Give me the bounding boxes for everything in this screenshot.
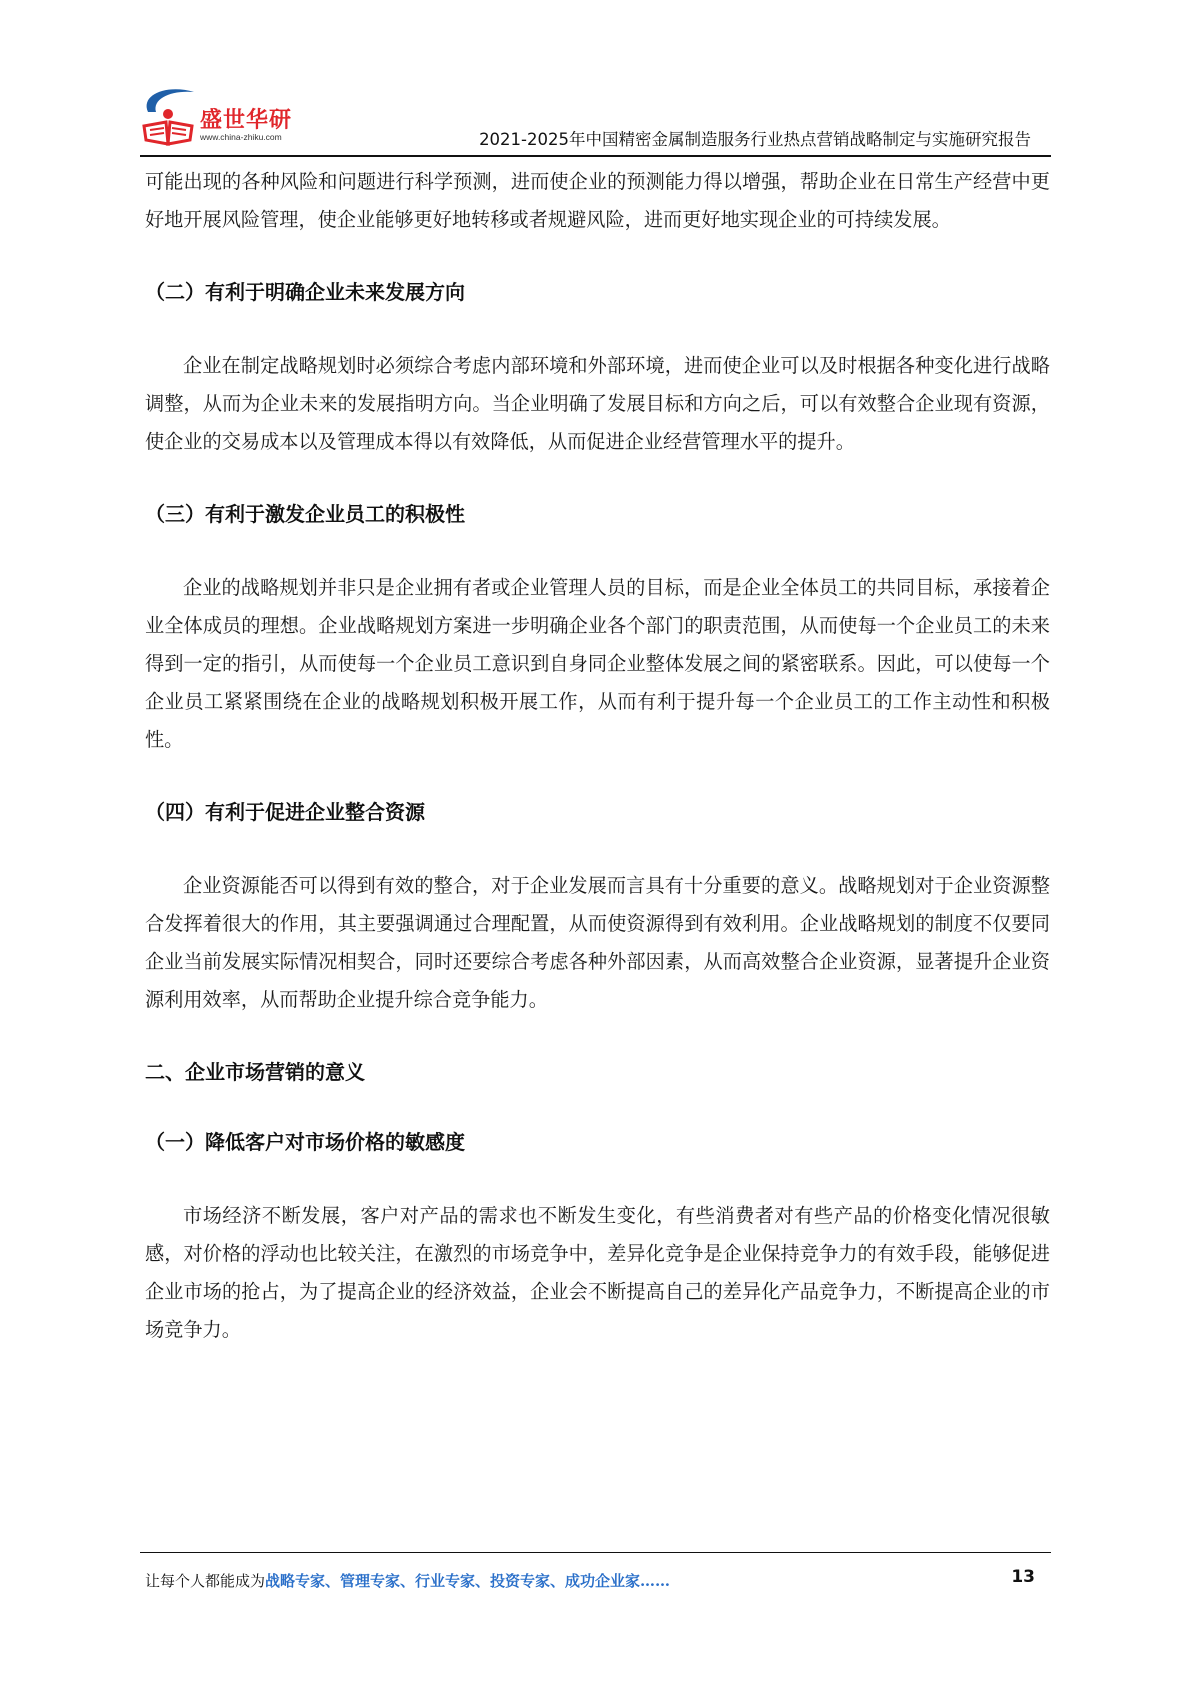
section-4-paragraph: 企业资源能否可以得到有效的整合，对于企业发展而言具有十分重要的意义。战略规划对于企业资源整合发挥着很大的作用，其主要强调通过合理配置，从而使资源得到有效利用。企业战略规划的制度不仅要同企业当前发展实际情况相契合，同时还要综合考虑各种外部因素，从而高效整合企业资源，显著提升企业资源利用效率，从而帮助企业提升综合竞争能力。 xyxy=(145,874,1050,1011)
section-heading-3: （三）有利于激发企业员工的积极性 xyxy=(145,502,465,526)
section-heading-4: （四）有利于促进企业整合资源 xyxy=(145,800,425,824)
slogan-highlight: 战略专家、管理专家、行业专家、投资专家、成功企业家…… xyxy=(265,1572,671,1590)
footer-divider xyxy=(140,1552,1051,1553)
slogan-prefix: 让每个人都能成为 xyxy=(145,1572,266,1590)
section-2-paragraph: 企业在制定战略规划时必须综合考虑内部环境和外部环境，进而使企业可以及时根据各种变化进行战略调整，从而为企业未来的发展指明方向。当企业明确了发展目标和方向之后，可以有效整合企业现有资源，使企业的交易成本以及管理成本得以有效降低，从而促进企业经营管理水平的提升。 xyxy=(145,354,1050,453)
header-divider xyxy=(140,155,1051,157)
brand-url: www.china-zhiku.com xyxy=(200,132,282,142)
part-2-section-1-paragraph: 市场经济不断发展，客户对产品的需求也不断发生变化，有些消费者对有些产品的价格变化情况很敏感，对价格的浮动也比较关注，在激烈的市场竞争中，差异化竞争是企业保持竞争力的有效手段，能够促进企业市场的抢占，为了提高企业的经济效益，企业会不断提高自己的差异化产品竞争力，不断提高企业的市场竞争力。 xyxy=(145,1204,1050,1341)
brand-logo xyxy=(138,82,328,148)
brand-name: 盛世华研 xyxy=(200,108,293,133)
section-3-paragraph: 企业的战略规划并非只是企业拥有者或企业管理人员的目标，而是企业全体员工的共同目标，承接着企业全体成员的理想。企业战略规划方案进一步明确企业各个部门的职责范围，从而使每一个企业员工的未来得到一定的指引，从而使每一个企业员工意识到自身同企业整体发展之间的紧密联系。因此，可以使每一个企业员工紧紧围绕在企业的战略规划积极开展工作，从而有利于提升每一个企业员工的工作主动性和积极性。 xyxy=(145,576,1050,751)
document-body xyxy=(145,165,1050,1349)
part-2-heading: 二、企业市场营销的意义 xyxy=(145,1060,365,1084)
footer-slogan xyxy=(145,1570,670,1591)
book-swoosh-icon xyxy=(138,82,200,148)
part-2-section-heading-1: （一）降低客户对市场价格的敏感度 xyxy=(145,1130,465,1154)
section-heading-2: （二）有利于明确企业未来发展方向 xyxy=(145,280,465,304)
intro-paragraph: 可能出现的各种风险和问题进行科学预测，进而使企业的预测能力得以增强，帮助企业在日常生产经营中更好地开展风险管理，使企业能够更好地转移或者规避风险，进而更好地实现企业的可持续发展。 xyxy=(145,170,1050,231)
report-title: 2021-2025年中国精密金属制造服务行业热点营销战略制定与实施研究报告 xyxy=(479,130,1031,149)
page-number: 13 xyxy=(1011,1567,1035,1587)
